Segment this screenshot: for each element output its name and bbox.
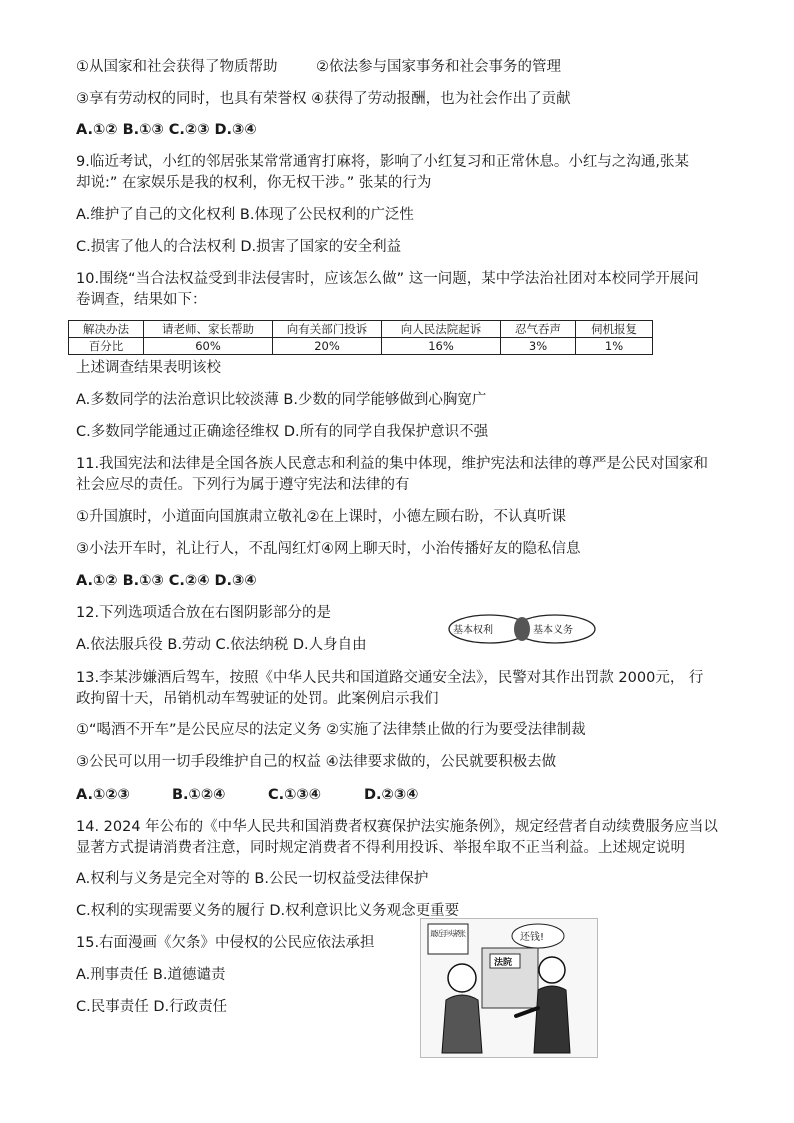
q9-stem-line-2: 却说:” 在家娱乐是我的权利，你无权干涉。” 张某的行为 xyxy=(76,175,432,191)
survey-method-cell: 向有关部门投诉 xyxy=(273,321,382,338)
q10-conclusion-lead: 上述调查结果表明该校 xyxy=(76,360,221,376)
survey-value-row xyxy=(69,338,653,355)
cartoon-court-label: 法院 xyxy=(494,958,513,968)
q15-options-ab: A.刑事责任 B.道德谴责 xyxy=(76,967,226,983)
q13-statements-1-2: ①“喝酒不开车”是公民应尽的法定义务 ②实施了法律禁止做的行为要受法律制裁 xyxy=(76,722,586,738)
q12-stem: 12.下列选项适合放在右图阴影部分的是 xyxy=(76,605,332,621)
q14-stem-line-1: 14. 2024 年公布的《中华人民共和国消费者权赛保护法实施条例》，规定经营者自动续费服务应当以 xyxy=(76,819,718,835)
q11-statements-1-2: ①升国旗时，小道面向国旗肃立敬礼②在上课时，小德左顾右盼，不认真听课 xyxy=(76,509,566,525)
survey-method-cell: 伺机报复 xyxy=(576,321,653,338)
q12-options: A.依法服兵役 B.劳动 C.依法纳税 D.人身自由 xyxy=(76,637,367,653)
survey-percent-cell: 1% xyxy=(576,338,653,355)
survey-table xyxy=(68,320,653,355)
q11-options: A.①② B.①③ C.②④ D.③④ xyxy=(76,573,257,589)
q11-stem-line-2: 社会应尽的责任。下列行为属于遵守宪法和法律的有 xyxy=(76,477,410,493)
survey-header-row xyxy=(69,321,653,338)
q15-options-cd: C.民事责任 D.行政责任 xyxy=(76,999,228,1015)
survey-percent-cell: 20% xyxy=(273,338,382,355)
q13-stem-line-1: 13.李某涉嫌酒后驾车，按照《中华人民共和国道路交通安全法》，民警对其作出罚款 2000元， 行 xyxy=(76,670,704,686)
survey-method-cell: 向人民法院起诉 xyxy=(382,321,501,338)
q14-options-cd: C.权利的实现需要义务的履行 D.权利意识比义务观念更重要 xyxy=(76,903,460,919)
survey-method-cell: 忍气吞声 xyxy=(501,321,576,338)
cartoon-creditor-body xyxy=(534,986,570,1053)
survey-percent-cell: 60% xyxy=(144,338,273,355)
q8-statements-3-4: ③享有劳动权的同时，也具有荣誉权 ④获得了劳动报酬，也为社会作出了贡献 xyxy=(76,91,571,107)
cartoon-debtor-body xyxy=(442,995,482,1053)
cartoon-sign-text: 最近手头紧张 xyxy=(430,929,466,938)
q9-options-cd: C.损害了他人的合法权利 D.损害了国家的安全利益 xyxy=(76,239,402,255)
q8-statement-2: ②依法参与国家事务和社会事务的管理 xyxy=(316,59,561,75)
q8-options: A.①② B.①③ C.②③ D.③④ xyxy=(76,122,257,138)
cartoon-bubble-text: 还钱! xyxy=(520,932,545,943)
venn-label-duties: 基本义务 xyxy=(533,625,573,636)
q10-options-ab: A.多数同学的法治意识比较淡薄 B.少数的同学能够做到心胸宽广 xyxy=(76,392,487,408)
q13-option-b: B.①②④ xyxy=(172,787,226,803)
q10-options-cd: C.多数同学能通过正确途径维权 D.所有的同学自我保护意识不强 xyxy=(76,424,489,440)
q13-option-a: A.①②③ xyxy=(76,787,130,803)
q14-options-ab: A.权利与义务是完全对等的 B.公民一切权益受法律保护 xyxy=(76,871,429,887)
q11-statements-3-4: ③小法开车时，礼让行人，不乱闯红灯④网上聊天时，小治传播好友的隐私信息 xyxy=(76,541,581,557)
venn-diagram xyxy=(447,613,597,645)
venn-overlap-shaded xyxy=(514,617,530,641)
q9-stem-line-1: 9.临近考试，小红的邻居张某常常通宵打麻将，影响了小红复习和正常休息。小红与之沟通,张某 xyxy=(76,154,689,170)
q14-stem-line-2: 显著方式提请消费者注意，同时规定消费者不得利用投诉、举报牟取不正当利益。上述规定说明 xyxy=(76,840,685,856)
q9-options-ab: A.维护了自己的文化权利 B.体现了公民权利的广泛性 xyxy=(76,207,414,223)
q13-option-d: D.②③④ xyxy=(364,787,419,803)
q15-stem: 15.右面漫画《欠条》中侵权的公民应依法承担 xyxy=(76,935,375,951)
q13-stem-line-2: 政拘留十天，吊销机动车驾驶证的处罚。此案例启示我们 xyxy=(76,691,439,707)
q13-statements-3-4: ③公民可以用一切手段维护自己的权益 ④法律要求做的，公民就要积极去做 xyxy=(76,754,557,770)
survey-row-header: 解决办法 xyxy=(69,321,144,338)
q8-statement-1: ①从国家和社会获得了物质帮助 xyxy=(76,59,278,75)
cartoon-debtor-head xyxy=(448,964,476,992)
debt-cartoon xyxy=(420,918,598,1058)
q13-option-c: C.①③④ xyxy=(268,787,321,803)
q10-stem-line-2: 卷调查，结果如下： xyxy=(76,292,207,308)
survey-percent-cell: 3% xyxy=(501,338,576,355)
survey-method-cell: 请老师、家长帮助 xyxy=(144,321,273,338)
venn-label-rights: 基本权利 xyxy=(453,625,493,636)
q11-stem-line-1: 11.我国宪法和法律是全国各族人民意志和利益的集中体现，维护宪法和法律的尊严是公民对国家和 xyxy=(76,456,709,472)
survey-percent-cell: 16% xyxy=(382,338,501,355)
cartoon-creditor-head xyxy=(539,957,565,983)
survey-row-label: 百分比 xyxy=(69,338,144,355)
q10-stem-line-1: 10.围绕“当合法权益受到非法侵害时，应该怎么做” 这一问题，某中学法治社团对本校同学开展问 xyxy=(76,271,699,287)
